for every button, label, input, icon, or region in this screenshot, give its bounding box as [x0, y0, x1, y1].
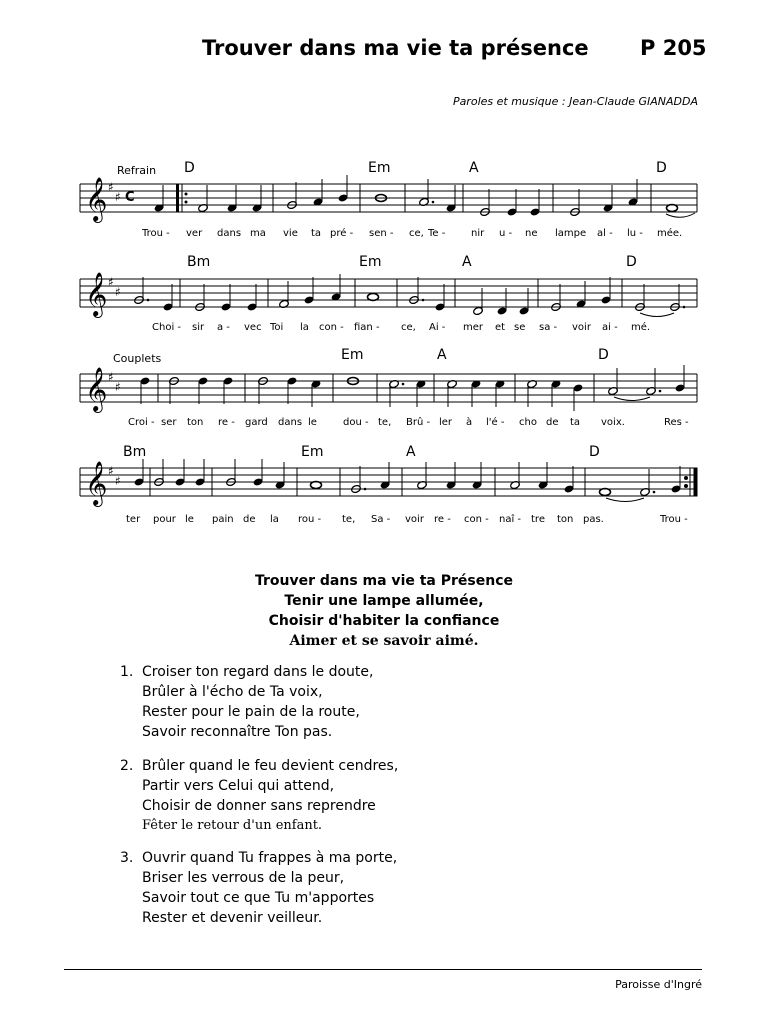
chord: D	[589, 444, 600, 460]
refrain-line: Trouver dans ma vie ta Présence	[254, 573, 513, 589]
svg-text:lampe: lampe	[555, 228, 587, 239]
svg-text:ler: ler	[439, 417, 453, 428]
note	[275, 462, 286, 490]
verse-line: Partir vers Celui qui attend,	[142, 778, 335, 794]
note	[338, 175, 349, 203]
svg-text:ne: ne	[525, 228, 538, 239]
note	[576, 281, 587, 309]
lyrics-line	[128, 416, 689, 428]
note	[573, 383, 584, 411]
svg-text:ce,: ce,	[409, 228, 424, 239]
note	[227, 185, 238, 213]
svg-text:lu -: lu -	[627, 228, 643, 239]
note	[601, 277, 612, 305]
svg-text:la: la	[300, 322, 309, 333]
note	[507, 189, 518, 217]
chord: Em	[341, 347, 364, 363]
section-label-refrain: Refrain	[117, 164, 157, 177]
note	[380, 462, 391, 490]
note	[551, 379, 562, 407]
footer-rule	[64, 969, 702, 970]
note	[527, 379, 538, 407]
refrain-line: Aimer et se savoir aimé.	[289, 633, 479, 649]
staff-system-3	[80, 347, 697, 428]
svg-text:te,: te,	[342, 514, 356, 525]
svg-text:Ai -: Ai -	[429, 322, 446, 333]
chord: Em	[301, 444, 324, 460]
note	[175, 459, 186, 487]
chord: D	[626, 254, 637, 270]
note	[447, 379, 458, 407]
note	[497, 288, 508, 316]
note	[368, 294, 379, 301]
svg-text:ser: ser	[161, 417, 177, 428]
chord: D	[656, 160, 667, 176]
chord: Em	[359, 254, 382, 270]
note	[195, 459, 206, 487]
chord: D	[598, 347, 609, 363]
verse-number: 1.	[120, 664, 134, 680]
svg-text:Trou -: Trou -	[142, 228, 170, 239]
svg-text:♯: ♯	[115, 380, 121, 394]
song-title: Trouver dans ma vie ta présence	[202, 36, 589, 60]
note	[223, 376, 234, 404]
svg-text:♯: ♯	[115, 285, 121, 299]
note	[603, 185, 614, 213]
staff-system-1	[80, 160, 697, 239]
note	[519, 288, 530, 316]
svg-text:♯: ♯	[115, 474, 121, 488]
svg-text:re -: re -	[434, 514, 451, 525]
svg-text:mée.: mée.	[657, 228, 683, 239]
svg-text:à: à	[466, 417, 473, 428]
svg-text:♯: ♯	[108, 180, 114, 194]
chord: A	[406, 444, 416, 460]
footer-parish: Paroisse d'Ingré	[615, 978, 702, 991]
svg-text:al -: al -	[597, 228, 613, 239]
svg-text:ver: ver	[186, 228, 203, 239]
tie	[640, 313, 674, 317]
chord: Em	[368, 160, 391, 176]
treble-clef-icon: 𝄞	[85, 177, 108, 221]
svg-text:la: la	[270, 514, 279, 525]
svg-text:♯: ♯	[108, 464, 114, 478]
verse-line: Choisir de donner sans reprendre	[142, 798, 376, 814]
note	[600, 489, 611, 496]
tie	[606, 498, 644, 502]
tie	[614, 397, 650, 401]
svg-text:con -: con -	[319, 322, 344, 333]
note	[646, 368, 662, 396]
song-number: P 205	[640, 36, 707, 60]
svg-text:u -: u -	[499, 228, 513, 239]
svg-text:le: le	[308, 417, 317, 428]
note	[530, 189, 541, 217]
svg-text:♯: ♯	[108, 275, 114, 289]
note	[473, 288, 484, 316]
svg-text:dans: dans	[278, 417, 303, 428]
note	[495, 379, 506, 407]
chord: A	[437, 347, 447, 363]
svg-text:sen -: sen -	[369, 228, 394, 239]
refrain-line: Tenir une lampe allumée,	[284, 593, 484, 609]
svg-text:te,: te,	[378, 417, 392, 428]
svg-text:ma: ma	[250, 228, 266, 239]
note	[640, 469, 656, 497]
svg-text:mer: mer	[463, 322, 484, 333]
verse-line: Fêter le retour d'un enfant.	[142, 818, 323, 833]
svg-text:ter: ter	[126, 514, 141, 525]
svg-text:con -: con -	[464, 514, 489, 525]
notes	[134, 459, 682, 502]
note	[163, 284, 174, 312]
verse-line: Rester pour le pain de la route,	[142, 704, 360, 720]
note	[311, 379, 322, 407]
note	[675, 365, 686, 393]
note	[538, 462, 549, 490]
treble-clef-icon: 𝄞	[85, 461, 108, 505]
svg-text:♯: ♯	[108, 370, 114, 384]
svg-text:ton: ton	[187, 417, 204, 428]
refrain-text	[0, 571, 768, 651]
note	[389, 379, 405, 407]
chord: A	[462, 254, 472, 270]
svg-text:gard: gard	[245, 417, 268, 428]
svg-text:ai -: ai -	[602, 322, 618, 333]
svg-text:ta: ta	[570, 417, 581, 428]
note	[221, 284, 232, 312]
svg-text:dans: dans	[217, 228, 242, 239]
svg-text:Te -: Te -	[428, 228, 446, 239]
credits: Paroles et musique : Jean-Claude GIANADDA	[452, 95, 698, 108]
svg-text:et: et	[495, 322, 506, 333]
verse-line: Savoir tout ce que Tu m'apportes	[142, 890, 375, 906]
note	[154, 185, 165, 213]
verse-line: Croiser ton regard dans le doute,	[142, 664, 374, 680]
svg-text:ta: ta	[311, 228, 322, 239]
refrain-line: Choisir d'habiter la confiance	[268, 613, 500, 629]
verse-line: Brûler à l'écho de Ta voix,	[142, 684, 323, 700]
svg-text:sa -: sa -	[539, 322, 558, 333]
svg-text:Trou -: Trou -	[660, 514, 688, 525]
verse-number: 2.	[120, 758, 134, 774]
staff-system-4	[80, 444, 697, 525]
svg-text:dou -: dou -	[343, 417, 369, 428]
verse-line: Savoir reconnaître Ton pas.	[142, 724, 333, 740]
svg-text:voir: voir	[405, 514, 424, 525]
svg-text:Brû -: Brû -	[406, 417, 431, 428]
note	[510, 462, 521, 490]
svg-text:vie: vie	[283, 228, 298, 239]
chord: Bm	[187, 254, 211, 270]
verse-line: Rester et devenir veilleur.	[142, 910, 323, 926]
svg-text:mé.: mé.	[631, 322, 651, 333]
notes	[134, 274, 686, 317]
section-label-couplets: Couplets	[113, 352, 162, 365]
treble-clef-icon: 𝄞	[85, 272, 108, 316]
note	[279, 281, 290, 309]
svg-text:l'é -: l'é -	[486, 417, 505, 428]
tie	[666, 213, 695, 217]
verse-line: Briser les verrous de la peur,	[142, 870, 345, 886]
svg-text:pour: pour	[153, 514, 176, 525]
svg-text:pas.: pas.	[583, 514, 604, 525]
svg-text:de: de	[243, 514, 256, 525]
note	[608, 368, 619, 396]
verse-line: Ouvrir quand Tu frappes à ma porte,	[142, 850, 398, 866]
note	[253, 459, 264, 487]
note	[416, 379, 427, 407]
svg-text:sir: sir	[192, 322, 205, 333]
svg-text:voix.: voix.	[601, 417, 625, 428]
svg-text:naî -: naî -	[499, 514, 522, 525]
note	[198, 376, 209, 404]
note	[313, 179, 324, 207]
note	[628, 179, 639, 207]
note	[304, 277, 315, 305]
svg-text:nir: nir	[471, 228, 485, 239]
svg-text:pré -: pré -	[330, 228, 354, 239]
note	[471, 379, 482, 407]
svg-text:cho: cho	[519, 417, 537, 428]
svg-text:Toi: Toi	[270, 322, 284, 333]
svg-text:re -: re -	[218, 417, 235, 428]
chord: D	[184, 160, 195, 176]
note	[134, 459, 145, 487]
note	[435, 284, 446, 312]
time-signature: C	[125, 190, 135, 205]
note	[564, 466, 575, 494]
treble-clef-icon: 𝄞	[85, 367, 108, 411]
svg-text:le: le	[185, 514, 194, 525]
verse-number: 3.	[120, 850, 134, 866]
svg-text:voir: voir	[572, 322, 591, 333]
chord: Bm	[123, 444, 147, 460]
note	[140, 376, 151, 404]
svg-text:Res -: Res -	[664, 417, 689, 428]
note	[472, 462, 483, 490]
note	[419, 179, 435, 207]
notes	[154, 175, 695, 217]
verse-line: Brûler quand le feu devient cendres,	[142, 758, 399, 774]
svg-text:Sa -: Sa -	[371, 514, 391, 525]
svg-text:♯: ♯	[115, 190, 121, 204]
note	[287, 376, 298, 404]
svg-text:ton: ton	[557, 514, 574, 525]
note	[252, 185, 263, 213]
note	[671, 466, 682, 494]
note	[417, 462, 428, 490]
svg-text:Croi -: Croi -	[128, 417, 155, 428]
svg-text:tre: tre	[531, 514, 545, 525]
svg-text:se: se	[514, 322, 526, 333]
svg-text:vec: vec	[244, 322, 262, 333]
svg-text:rou -: rou -	[298, 514, 322, 525]
staff-system-2	[80, 254, 697, 333]
lyrics-line	[152, 321, 650, 333]
svg-text:ce,: ce,	[401, 322, 416, 333]
svg-text:a -: a -	[217, 322, 230, 333]
svg-text:fian -: fian -	[354, 322, 380, 333]
note	[446, 185, 457, 213]
svg-text:de: de	[546, 417, 559, 428]
note	[198, 185, 209, 213]
svg-text:Choi -: Choi -	[152, 322, 182, 333]
chord: A	[469, 160, 479, 176]
note	[331, 274, 342, 302]
svg-text:pain: pain	[212, 514, 234, 525]
note	[311, 482, 322, 489]
lyrics-line	[141, 227, 682, 239]
note	[446, 462, 457, 490]
lyrics-line	[126, 513, 688, 525]
note	[667, 205, 678, 212]
note	[247, 284, 258, 312]
